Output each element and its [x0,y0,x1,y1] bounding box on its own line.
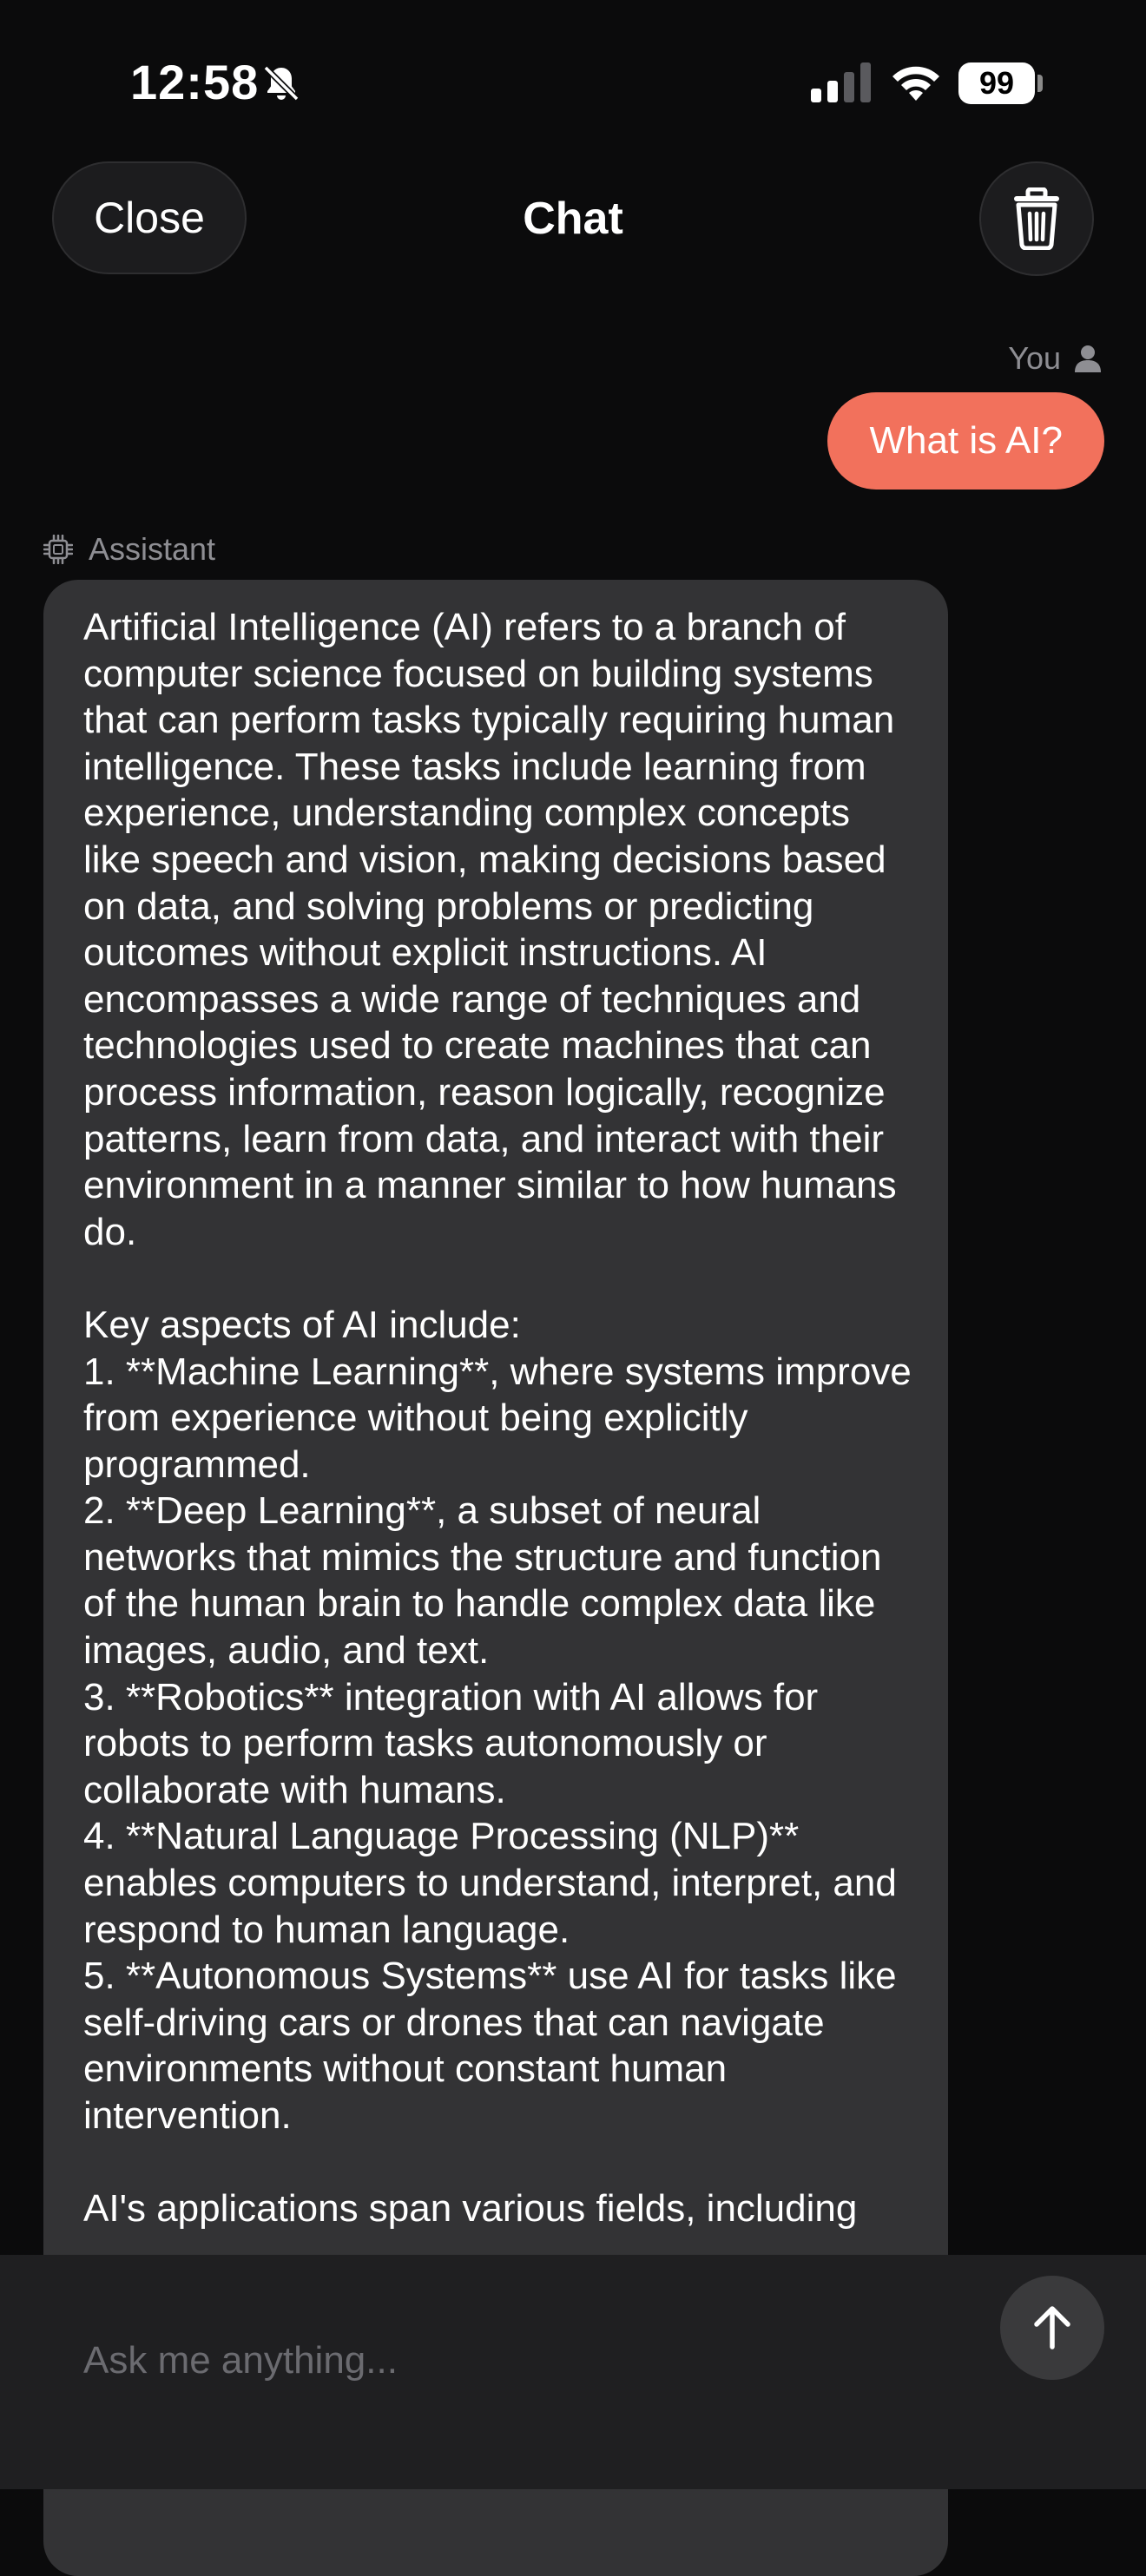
assistant-message-text: Artificial Intelligence (AI) refers to a branch of computer science focused on building systems that can perform tasks typically requiring human intelligence. These tasks include learning from experience, understanding complex concepts like speech and vision, making decisions based on data, and solving problems or predicting outcomes without explicit instructions. AI encompasses a wide range of techniques and technologies used to create machines that can process information, reason logically, recognize patterns, learn from data, and interact with their environment in a manner similar to how humans do. Key aspects of AI include: 1. **Machine Learning**, where systems improve from experience without being explicitly programmed. 2. **Deep Learning**, a subset of neural networks that mimics the structure and function of the human brain to handle complex data like images, audio, and text. 3. **Robotics** integration with AI allows for robots to perform tasks autonomously or collaborate with humans. 4. **Natural Language Processing (NLP)** enables computers to understand, interpret, and respond to human language. 5. **Autonomous Systems** use AI for tasks like self-driving cars or drones that can navigate environments without constant human intervention. AI's applications span various fields, including [83,606,912,2231]
status-time: 12:58 [130,55,260,109]
battery-level: 99 [978,65,1015,101]
message-composer [0,2255,1146,2489]
bell-slash-icon [260,62,302,104]
battery-nub [1037,75,1043,92]
send-button[interactable] [1000,2276,1104,2380]
message-input[interactable] [83,2326,952,2395]
wifi-icon [889,61,943,102]
signal-icon [811,62,872,102]
person-icon [1075,345,1101,372]
chip-icon [43,535,73,564]
arrow-up-icon [1031,2305,1073,2350]
user-role-label: You [1008,340,1061,376]
close-button[interactable]: Close [52,161,247,274]
assistant-role-label: Assistant [89,531,216,567]
page-title: Chat [523,194,623,244]
status-bar [0,0,1146,156]
user-message-header [1008,340,1101,377]
trash-icon [1011,187,1063,250]
delete-chat-button[interactable] [979,161,1094,276]
assistant-message-header [43,531,215,568]
user-message-bubble: What is AI? [827,392,1104,490]
battery-icon [958,62,1035,104]
